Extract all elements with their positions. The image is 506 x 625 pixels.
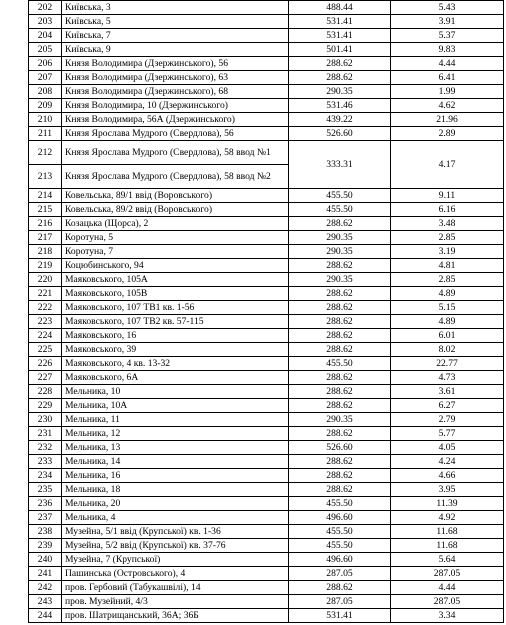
value-cell: 455.50 [289, 357, 391, 371]
row-number-cell: 231 [29, 427, 62, 441]
row-number-cell: 218 [29, 245, 62, 259]
table-row [29, 273, 504, 287]
rate-cell: 287.05 [391, 595, 504, 609]
value-cell: 501.41 [289, 43, 391, 57]
value-cell: 290.35 [289, 273, 391, 287]
rate-cell: 4.44 [391, 57, 504, 71]
row-number-cell: 227 [29, 371, 62, 385]
value-cell: 531.41 [289, 609, 391, 623]
value-cell: 455.50 [289, 497, 391, 511]
value-cell: 288.62 [289, 71, 391, 85]
table-row [29, 217, 504, 231]
value-cell: 287.05 [289, 595, 391, 609]
table-row [29, 189, 504, 203]
rate-cell: 4.89 [391, 287, 504, 301]
rate-cell: 11.68 [391, 539, 504, 553]
table-row [29, 85, 504, 99]
table-row [29, 43, 504, 57]
rate-cell: 6.16 [391, 203, 504, 217]
rate-cell: 4.73 [391, 371, 504, 385]
value-cell: 455.50 [289, 525, 391, 539]
table-row [29, 287, 504, 301]
value-cell: 288.62 [289, 385, 391, 399]
row-number-cell: 239 [29, 539, 62, 553]
row-number-cell: 225 [29, 343, 62, 357]
address-cell: Мельника, 13 [62, 441, 289, 455]
rate-cell: 4.05 [391, 441, 504, 455]
row-number-cell: 222 [29, 301, 62, 315]
rate-cell: 8.02 [391, 343, 504, 357]
rate-cell: 11.68 [391, 525, 504, 539]
address-cell: Маяковського, 16 [62, 329, 289, 343]
address-cell: Коротуна, 5 [62, 231, 289, 245]
address-cell: Мельника, 18 [62, 483, 289, 497]
row-number-cell: 224 [29, 329, 62, 343]
value-cell: 288.62 [289, 399, 391, 413]
table-row [29, 609, 504, 623]
table-row [29, 231, 504, 245]
rate-cell: 22.77 [391, 357, 504, 371]
row-number-cell: 230 [29, 413, 62, 427]
address-cell: Князя Володимира (Дзержинського), 56 [62, 57, 289, 71]
tariff-table-body [29, 1, 504, 623]
value-cell: 288.62 [289, 343, 391, 357]
rate-cell: 3.95 [391, 483, 504, 497]
rate-cell: 3.19 [391, 245, 504, 259]
address-cell: Мельника, 12 [62, 427, 289, 441]
table-row [29, 1, 504, 15]
address-cell: Київська, 5 [62, 15, 289, 29]
rate-cell: 4.24 [391, 455, 504, 469]
row-number-cell: 243 [29, 595, 62, 609]
rate-cell: 3.34 [391, 609, 504, 623]
address-cell: Князя Ярослава Мудрого (Свердлова), 58 ввод №2 [62, 165, 289, 189]
value-cell: 288.62 [289, 483, 391, 497]
row-number-cell: 236 [29, 497, 62, 511]
value-cell: 496.60 [289, 553, 391, 567]
address-cell: Маяковського, 6А [62, 371, 289, 385]
row-number-cell: 242 [29, 581, 62, 595]
table-row [29, 203, 504, 217]
address-cell: Ковельська, 89/2 ввід (Воровського) [62, 203, 289, 217]
row-number-cell: 235 [29, 483, 62, 497]
table-row [29, 343, 504, 357]
value-cell: 288.62 [289, 371, 391, 385]
address-cell: Маяковського, 39 [62, 343, 289, 357]
address-cell: Князя Володимира, 56А (Дзержинського) [62, 113, 289, 127]
row-number-cell: 244 [29, 609, 62, 623]
rate-cell: 4.62 [391, 99, 504, 113]
value-cell: 496.60 [289, 511, 391, 525]
table-row [29, 511, 504, 525]
row-number-cell: 240 [29, 553, 62, 567]
table-row [29, 385, 504, 399]
address-cell: пров. Шатрищанський, 36А; 36Б [62, 609, 289, 623]
rate-cell: 4.81 [391, 259, 504, 273]
row-number-cell: 203 [29, 15, 62, 29]
row-number-cell: 213 [29, 165, 62, 189]
rate-cell: 3.48 [391, 217, 504, 231]
address-cell: Маяковського, 4 кв. 13-32 [62, 357, 289, 371]
value-cell: 288.62 [289, 301, 391, 315]
rate-cell: 4.66 [391, 469, 504, 483]
row-number-cell: 226 [29, 357, 62, 371]
value-cell: 288.62 [289, 217, 391, 231]
table-row [29, 141, 504, 165]
address-cell: Мельника, 4 [62, 511, 289, 525]
table-row [29, 567, 504, 581]
row-number-cell: 209 [29, 99, 62, 113]
value-cell: 288.62 [289, 329, 391, 343]
rate-cell: 4.92 [391, 511, 504, 525]
rate-cell: 5.37 [391, 29, 504, 43]
address-cell: Князя Ярослава Мудрого (Свердлова), 56 [62, 127, 289, 141]
table-row [29, 315, 504, 329]
address-cell: Коцюбинського, 94 [62, 259, 289, 273]
row-number-cell: 217 [29, 231, 62, 245]
address-cell: Ковельська, 89/1 ввід (Воровського) [62, 189, 289, 203]
rate-cell: 2.89 [391, 127, 504, 141]
value-cell: 288.62 [289, 315, 391, 329]
row-number-cell: 202 [29, 1, 62, 15]
row-number-cell: 207 [29, 71, 62, 85]
rate-cell: 21.96 [391, 113, 504, 127]
row-number-cell: 238 [29, 525, 62, 539]
table-row [29, 127, 504, 141]
address-cell: Музейна, 5/2 ввід (Крупської) кв. 37-76 [62, 539, 289, 553]
value-cell: 290.35 [289, 231, 391, 245]
table-row [29, 259, 504, 273]
value-cell: 531.41 [289, 29, 391, 43]
value-cell: 439.22 [289, 113, 391, 127]
table-row [29, 455, 504, 469]
row-number-cell: 212 [29, 141, 62, 165]
value-cell: 333.31 [289, 141, 391, 189]
value-cell: 455.50 [289, 539, 391, 553]
value-cell: 455.50 [289, 189, 391, 203]
row-number-cell: 205 [29, 43, 62, 57]
row-number-cell: 210 [29, 113, 62, 127]
address-cell: Київська, 3 [62, 1, 289, 15]
address-cell: пров. Гербовий (Табукашвілі), 14 [62, 581, 289, 595]
row-number-cell: 237 [29, 511, 62, 525]
rate-cell: 2.85 [391, 231, 504, 245]
row-number-cell: 215 [29, 203, 62, 217]
address-cell: Мельника, 16 [62, 469, 289, 483]
row-number-cell: 208 [29, 85, 62, 99]
table-row [29, 371, 504, 385]
row-number-cell: 211 [29, 127, 62, 141]
table-row [29, 539, 504, 553]
row-number-cell: 228 [29, 385, 62, 399]
value-cell: 287.05 [289, 567, 391, 581]
row-number-cell: 221 [29, 287, 62, 301]
table-row [29, 357, 504, 371]
rate-cell: 287.05 [391, 567, 504, 581]
table-row [29, 497, 504, 511]
address-cell: Музейна, 5/1 ввід (Крупської) кв. 1-36 [62, 525, 289, 539]
row-number-cell: 206 [29, 57, 62, 71]
table-row [29, 399, 504, 413]
address-cell: Мельника, 20 [62, 497, 289, 511]
address-cell: Мельника, 10 [62, 385, 289, 399]
value-cell: 288.62 [289, 57, 391, 71]
value-cell: 288.62 [289, 259, 391, 273]
address-cell: Київська, 7 [62, 29, 289, 43]
value-cell: 290.35 [289, 85, 391, 99]
row-number-cell: 229 [29, 399, 62, 413]
value-cell: 288.62 [289, 469, 391, 483]
address-cell: Пашинська (Островського), 4 [62, 567, 289, 581]
table-row [29, 441, 504, 455]
address-cell: Маяковського, 105В [62, 287, 289, 301]
address-cell: Маяковського, 107 ТВ1 кв. 1-56 [62, 301, 289, 315]
table-row [29, 483, 504, 497]
address-cell: пров. Музейний, 4/3 [62, 595, 289, 609]
value-cell: 455.50 [289, 203, 391, 217]
rate-cell: 3.91 [391, 15, 504, 29]
value-cell: 526.60 [289, 127, 391, 141]
row-number-cell: 223 [29, 315, 62, 329]
rate-cell: 4.17 [391, 141, 504, 189]
row-number-cell: 219 [29, 259, 62, 273]
address-cell: Князя Ярослава Мудрого (Свердлова), 58 ввод №1 [62, 141, 289, 165]
table-row [29, 427, 504, 441]
rate-cell: 5.43 [391, 1, 504, 15]
address-cell: Маяковського, 105А [62, 273, 289, 287]
rate-cell: 6.01 [391, 329, 504, 343]
row-number-cell: 214 [29, 189, 62, 203]
address-cell: Козацька (Щорса), 2 [62, 217, 289, 231]
rate-cell: 6.41 [391, 71, 504, 85]
rate-cell: 2.79 [391, 413, 504, 427]
table-row [29, 99, 504, 113]
rate-cell: 5.15 [391, 301, 504, 315]
table-row [29, 525, 504, 539]
address-cell: Київська, 9 [62, 43, 289, 57]
row-number-cell: 234 [29, 469, 62, 483]
table-row [29, 301, 504, 315]
row-number-cell: 233 [29, 455, 62, 469]
rate-cell: 9.83 [391, 43, 504, 57]
rate-cell: 9.11 [391, 189, 504, 203]
row-number-cell: 220 [29, 273, 62, 287]
rate-cell: 4.44 [391, 581, 504, 595]
value-cell: 531.46 [289, 99, 391, 113]
table-row [29, 595, 504, 609]
value-cell: 288.62 [289, 581, 391, 595]
address-cell: Мельника, 10А [62, 399, 289, 413]
address-cell: Князя Володимира (Дзержинського), 68 [62, 85, 289, 99]
value-cell: 290.35 [289, 245, 391, 259]
row-number-cell: 232 [29, 441, 62, 455]
address-cell: Мельника, 11 [62, 413, 289, 427]
table-row [29, 581, 504, 595]
table-row [29, 57, 504, 71]
table-row [29, 553, 504, 567]
table-row [29, 113, 504, 127]
address-cell: Мельника, 14 [62, 455, 289, 469]
rate-cell: 4.89 [391, 315, 504, 329]
row-number-cell: 204 [29, 29, 62, 43]
address-cell: Музейна, 7 (Крупської) [62, 553, 289, 567]
table-row [29, 29, 504, 43]
value-cell: 531.41 [289, 15, 391, 29]
address-cell: Князя Володимира (Дзержинського), 63 [62, 71, 289, 85]
table-row [29, 15, 504, 29]
table-row [29, 329, 504, 343]
rate-cell: 3.61 [391, 385, 504, 399]
value-cell: 288.62 [289, 427, 391, 441]
value-cell: 290.35 [289, 413, 391, 427]
rate-cell: 5.77 [391, 427, 504, 441]
value-cell: 488.44 [289, 1, 391, 15]
row-number-cell: 241 [29, 567, 62, 581]
table-row [29, 71, 504, 85]
address-cell: Маяковського, 107 ТВ2 кв. 57-115 [62, 315, 289, 329]
address-cell: Князя Володимира, 10 (Дзержинського) [62, 99, 289, 113]
rate-cell: 6.27 [391, 399, 504, 413]
tariff-table [28, 0, 504, 623]
table-row [29, 413, 504, 427]
rate-cell: 5.64 [391, 553, 504, 567]
table-row [29, 245, 504, 259]
value-cell: 288.62 [289, 287, 391, 301]
value-cell: 526.60 [289, 441, 391, 455]
value-cell: 288.62 [289, 455, 391, 469]
row-number-cell: 216 [29, 217, 62, 231]
table-row [29, 469, 504, 483]
rate-cell: 11.39 [391, 497, 504, 511]
address-cell: Коротуна, 7 [62, 245, 289, 259]
rate-cell: 1.99 [391, 85, 504, 99]
rate-cell: 2.85 [391, 273, 504, 287]
